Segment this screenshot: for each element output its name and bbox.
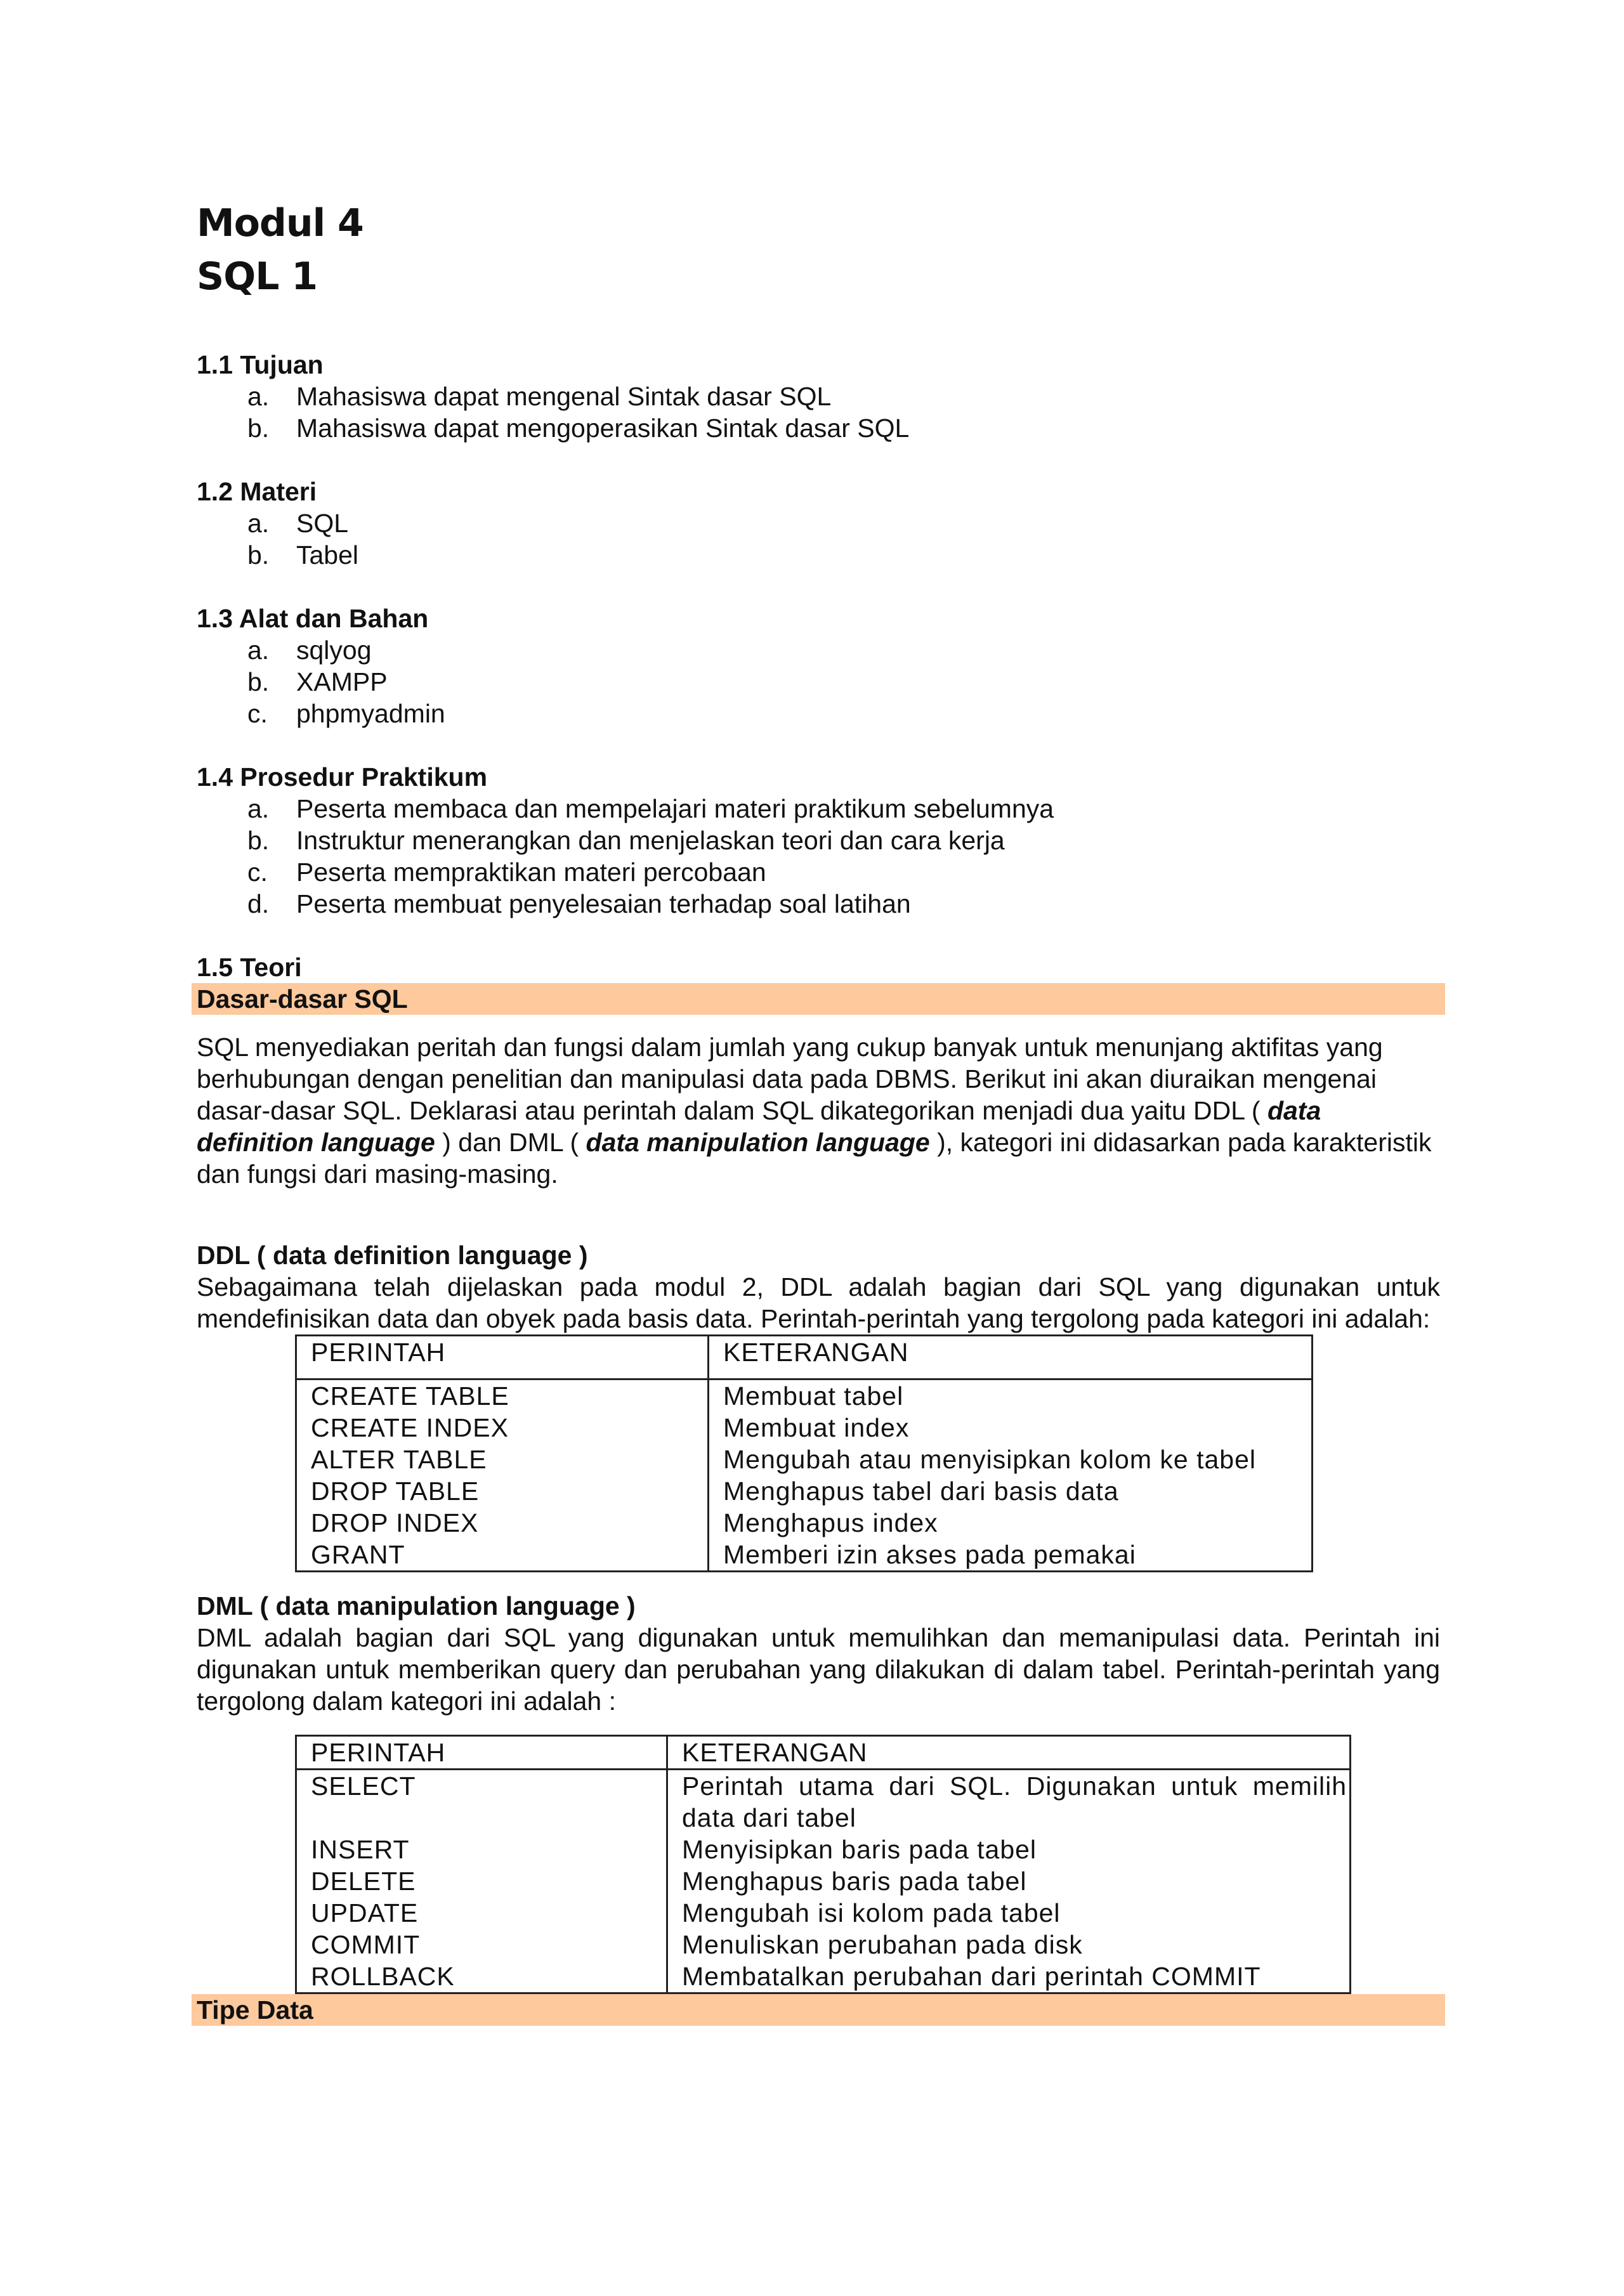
- section-tujuan: [197, 349, 1440, 444]
- list-marker: a.: [247, 509, 270, 538]
- teori-text-3: ), kategori ini didasarkan pada karakteristik dan fungsi dari masing-masing.: [197, 1128, 1432, 1189]
- ddl-header-perintah: PERINTAH: [296, 1336, 709, 1380]
- dml-table: [295, 1735, 1351, 1994]
- section-dml: [197, 1590, 1440, 2026]
- list-item: [247, 698, 1440, 729]
- table-cell-keterangan: Membatalkan perubahan dari perintah COMMIT: [667, 1960, 1351, 1993]
- list-marker: a.: [247, 794, 270, 823]
- table-row: [296, 1834, 1351, 1865]
- dml-table-header: [296, 1736, 1351, 1770]
- list-item: [247, 507, 1440, 539]
- table-cell-keterangan: Memberi izin akses pada pemakai: [709, 1539, 1313, 1572]
- list-text: XAMPP: [296, 667, 388, 696]
- table-cell-keterangan: Membuat index: [709, 1412, 1313, 1444]
- list-item: [247, 634, 1440, 666]
- table-cell-keterangan: Mengubah isi kolom pada tabel: [667, 1897, 1351, 1929]
- table-row: [296, 1380, 1313, 1412]
- heading-prosedur: 1.4 Prosedur Praktikum: [197, 762, 488, 792]
- list-text: phpmyadmin: [296, 699, 445, 728]
- dml-header-perintah: PERINTAH: [296, 1736, 667, 1770]
- list-marker: c.: [247, 858, 268, 887]
- heading-materi: 1.2 Materi: [197, 477, 317, 506]
- heading-ddl: DDL ( data definition language ): [197, 1241, 588, 1270]
- ddl-header-keterangan: KETERANGAN: [709, 1336, 1313, 1380]
- table-row: [296, 1865, 1351, 1897]
- list-marker: b.: [247, 414, 270, 443]
- dml-term: data manipulation language: [586, 1128, 930, 1157]
- list-marker: b.: [247, 667, 270, 696]
- table-cell-perintah: GRANT: [296, 1539, 709, 1572]
- table-row: [296, 1475, 1313, 1507]
- table-cell-perintah: CREATE INDEX: [296, 1412, 709, 1444]
- list-item: [247, 793, 1440, 825]
- list-text: Mahasiswa dapat mengoperasikan Sintak dasar SQL: [296, 414, 910, 443]
- section-ddl: [197, 1239, 1440, 1572]
- heading-teori: 1.5 Teori: [197, 953, 302, 982]
- teori-text-2: ) dan DML (: [435, 1128, 586, 1157]
- ddl-term: data definition language: [197, 1096, 1321, 1157]
- list-marker: a.: [247, 382, 270, 411]
- table-row: [296, 1897, 1351, 1929]
- table-cell-perintah: INSERT: [296, 1834, 667, 1865]
- table-cell-perintah: DELETE: [296, 1865, 667, 1897]
- table-cell-keterangan: Menghapus baris pada tabel: [667, 1865, 1351, 1897]
- ddl-table: [295, 1334, 1313, 1572]
- list-marker: a.: [247, 636, 270, 665]
- list-text: Peserta membuat penyelesaian terhadap soal latihan: [296, 889, 911, 918]
- list-item: [247, 412, 1440, 444]
- list-item: [247, 888, 1440, 920]
- list-marker: c.: [247, 699, 268, 728]
- section-prosedur: [197, 761, 1440, 920]
- table-cell-perintah: DROP TABLE: [296, 1475, 709, 1507]
- table-cell-perintah: ROLLBACK: [296, 1960, 667, 1993]
- list-item: [247, 825, 1440, 856]
- title-block: [197, 197, 1440, 349]
- subject-title: SQL 1: [197, 254, 318, 299]
- heading-alat: 1.3 Alat dan Bahan: [197, 604, 429, 633]
- document-page: [197, 197, 1440, 2290]
- table-cell-perintah: UPDATE: [296, 1897, 667, 1929]
- list-text: SQL: [296, 509, 349, 538]
- list-text: Mahasiswa dapat mengenal Sintak dasar SQL: [296, 382, 832, 411]
- list-item: [247, 856, 1440, 888]
- list-text: sqlyog: [296, 636, 372, 665]
- ddl-description: Sebagaimana telah dijelaskan pada modul 2, DDL adalah bagian dari SQL yang digunakan untuk mendefinisikan data dan obyek pada basis data. Perintah-perintah yang tergolong pada kategori ini adalah:: [197, 1272, 1440, 1333]
- table-cell-perintah: CREATE TABLE: [296, 1380, 709, 1412]
- heading-tujuan: 1.1 Tujuan: [197, 350, 324, 379]
- list-tujuan: [197, 381, 1440, 444]
- list-text: Peserta membaca dan mempelajari materi praktikum sebelumnya: [296, 794, 1054, 823]
- table-row: [296, 1929, 1351, 1960]
- list-materi: [197, 507, 1440, 571]
- table-cell-keterangan: Mengubah atau menyisipkan kolom ke tabel: [709, 1444, 1313, 1475]
- teori-paragraph: [197, 1031, 1440, 1190]
- table-row: [296, 1770, 1351, 1834]
- section-alat: [197, 603, 1440, 729]
- table-cell-keterangan: Menghapus tabel dari basis data: [709, 1475, 1313, 1507]
- list-text: Instruktur menerangkan dan menjelaskan teori dan cara kerja: [296, 826, 1005, 855]
- table-row: [296, 1444, 1313, 1475]
- ddl-table-header: [296, 1336, 1313, 1380]
- table-row: [296, 1539, 1313, 1572]
- table-cell-perintah: SELECT: [296, 1770, 667, 1834]
- list-prosedur: [197, 793, 1440, 920]
- teori-text-1: SQL menyediakan peritah dan fungsi dalam jumlah yang cukup banyak untuk menunjang aktifitas yang berhubungan dengan penelitian dan manipulasi data pada DBMS. Berikut ini akan diuraikan mengenai dasar-dasar SQL. Deklarasi atau perintah dalam SQL dikategorikan menjadi dua yaitu DDL (: [197, 1033, 1383, 1125]
- table-cell-perintah: DROP INDEX: [296, 1507, 709, 1539]
- table-cell-keterangan: Membuat tabel: [709, 1380, 1313, 1412]
- table-cell-keterangan: Menuliskan perubahan pada disk: [667, 1929, 1351, 1960]
- table-cell-keterangan: Menyisipkan baris pada tabel: [667, 1834, 1351, 1865]
- heading-dml: DML ( data manipulation language ): [197, 1591, 636, 1621]
- list-item: [247, 666, 1440, 698]
- list-marker: b.: [247, 540, 270, 570]
- section-materi: [197, 476, 1440, 571]
- dml-description: DML adalah bagian dari SQL yang digunakan untuk memulihkan dan memanipulasi data. Perintah ini digunakan untuk memberikan query dan perubahan yang dilakukan di dalam tabel. Perintah-perintah yang tergolong dalam kategori ini adalah :: [197, 1623, 1440, 1716]
- table-row: [296, 1960, 1351, 1993]
- band-tipe-data: Tipe Data: [192, 1994, 1445, 2026]
- table-cell-perintah: ALTER TABLE: [296, 1444, 709, 1475]
- table-cell-keterangan: Perintah utama dari SQL. Digunakan untuk memilih data dari tabel: [667, 1770, 1351, 1834]
- module-title: Modul 4: [197, 201, 363, 245]
- band-dasar-sql: Dasar-dasar SQL: [192, 983, 1445, 1015]
- table-row: [296, 1412, 1313, 1444]
- list-item: [247, 539, 1440, 571]
- list-marker: b.: [247, 826, 270, 855]
- table-row: [296, 1507, 1313, 1539]
- dml-header-keterangan: KETERANGAN: [667, 1736, 1351, 1770]
- table-cell-perintah: COMMIT: [296, 1929, 667, 1960]
- list-item: [247, 381, 1440, 412]
- list-text: Tabel: [296, 540, 359, 570]
- list-marker: d.: [247, 889, 270, 918]
- table-cell-keterangan: Menghapus index: [709, 1507, 1313, 1539]
- list-alat: [197, 634, 1440, 729]
- section-teori: [197, 951, 1440, 1190]
- list-text: Peserta mempraktikan materi percobaan: [296, 858, 766, 887]
